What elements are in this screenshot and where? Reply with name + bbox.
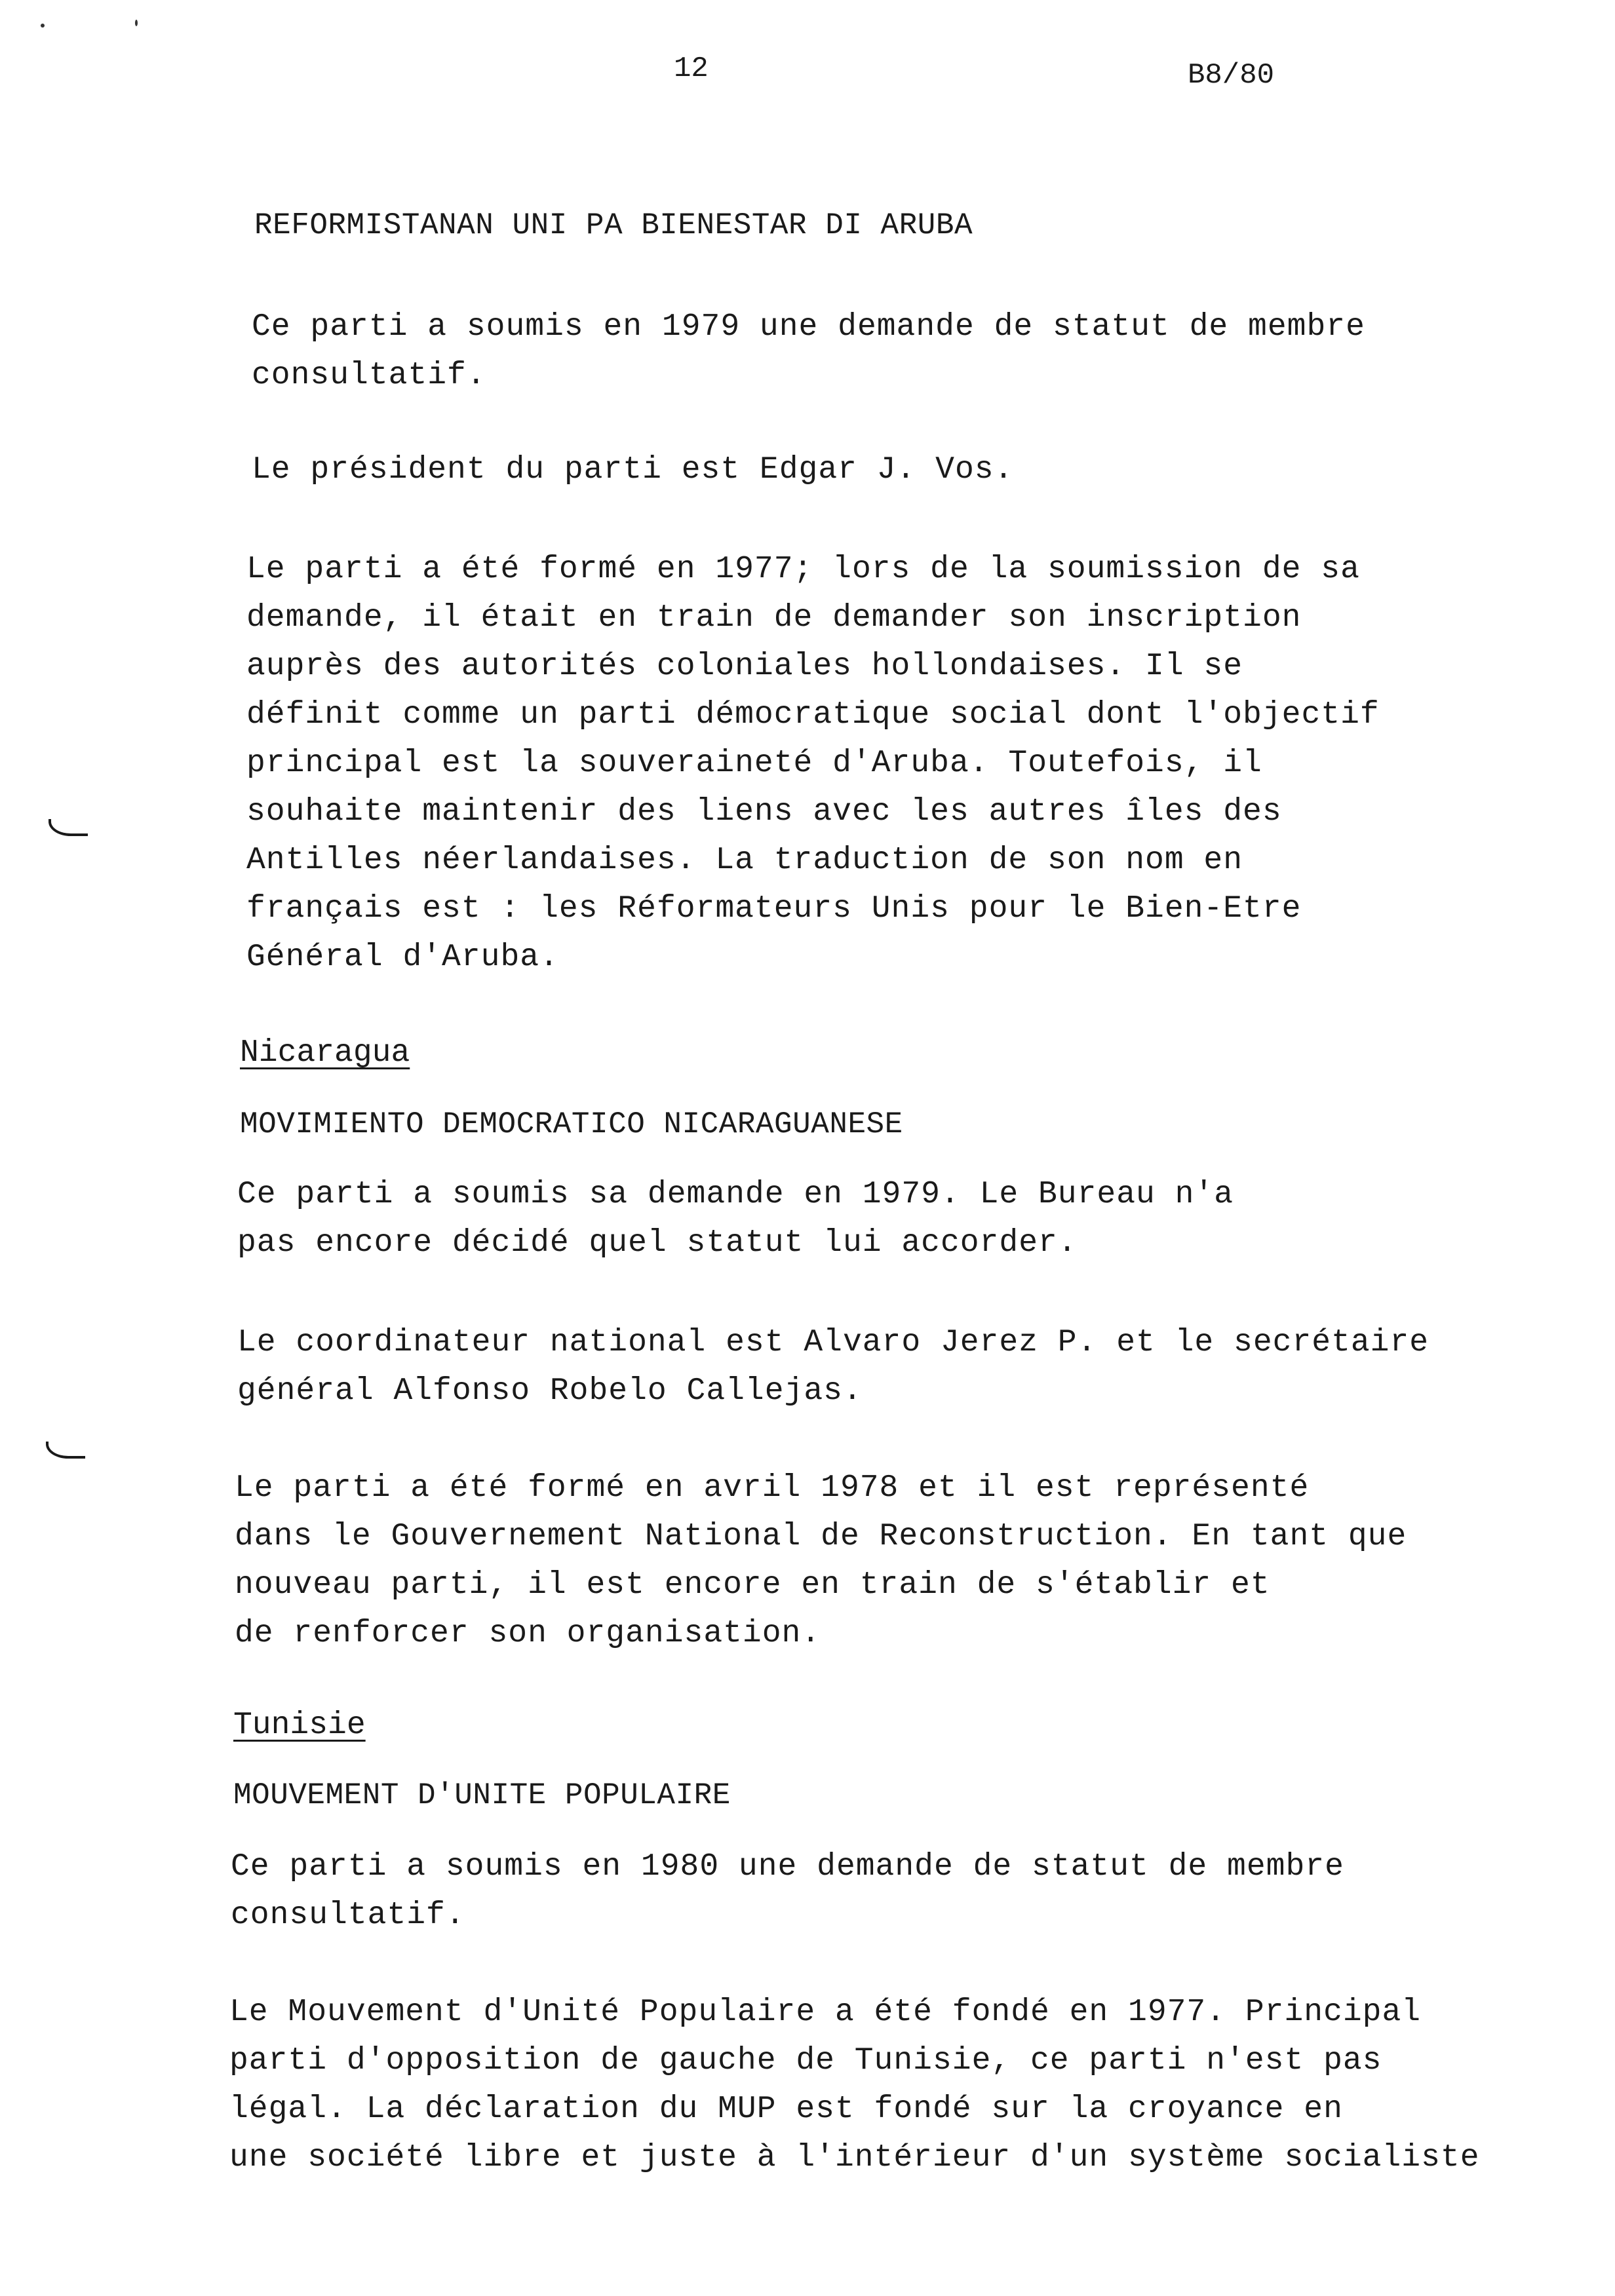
text-line: auprès des autorités coloniales hollondaises. Il se xyxy=(246,649,1243,684)
text-line: général Alfonso Robelo Callejas. xyxy=(237,1373,863,1409)
page-number: 12 xyxy=(674,52,709,85)
country-heading-tunisie: Tunisie xyxy=(233,1708,366,1743)
text-line: demande, il était en train de demander son inscription xyxy=(246,600,1302,636)
text-line: Général d'Aruba. xyxy=(246,940,559,975)
paragraph xyxy=(237,1170,1234,1267)
party-heading-aruba: REFORMISTANAN UNI PA BIENESTAR DI ARUBA xyxy=(254,208,973,242)
text-line: pas encore décidé quel statut lui accorder. xyxy=(237,1225,1078,1261)
text-line: nouveau parti, il est encore en train de s'établir et xyxy=(235,1567,1270,1603)
text-line: principal est la souveraineté d'Aruba. Toutefois, il xyxy=(246,746,1262,781)
scan-speck xyxy=(135,20,138,26)
margin-mark xyxy=(46,1442,85,1459)
text-line: Le Mouvement d'Unité Populaire a été fondé en 1977. Principal xyxy=(229,1995,1422,2030)
text-line: consultatif. xyxy=(231,1898,465,1933)
party-heading-tunisie: MOUVEMENT D'UNITE POPULAIRE xyxy=(233,1778,731,1812)
party-heading-nicaragua: MOVIMIENTO DEMOCRATICO NICARAGUANESE xyxy=(240,1107,903,1141)
text-line: Le parti a été formé en avril 1978 et il est représenté xyxy=(235,1470,1310,1506)
margin-mark xyxy=(49,819,88,836)
paragraph xyxy=(235,1464,1407,1658)
document-reference: B8/80 xyxy=(1188,59,1275,92)
text-line: de renforcer son organisation. xyxy=(235,1616,821,1651)
text-line: Antilles néerlandaises. La traduction de son nom en xyxy=(246,843,1243,878)
text-line: consultatif. xyxy=(252,358,486,393)
text-line: dans le Gouvernement National de Reconstruction. En tant que xyxy=(235,1519,1407,1554)
text-line: Ce parti a soumis en 1979 une demande de statut de membre xyxy=(252,309,1365,345)
paragraph xyxy=(246,545,1380,982)
scan-speck xyxy=(41,24,45,28)
text-line: légal. La déclaration du MUP est fondé sur la croyance en xyxy=(229,2092,1343,2127)
text-line: une société libre et juste à l'intérieur d'un système socialiste xyxy=(229,2140,1480,2175)
text-line: Le président du parti est Edgar J. Vos. xyxy=(252,452,1014,488)
paragraph xyxy=(231,1843,1344,1940)
text-line: Le parti a été formé en 1977; lors de la soumission de sa xyxy=(246,552,1360,587)
text-line: français est : les Réformateurs Unis pour le Bien-Etre xyxy=(246,891,1302,927)
paragraph xyxy=(229,1988,1480,2182)
text-line: Ce parti a soumis sa demande en 1979. Le Bureau n'a xyxy=(237,1177,1234,1212)
text-line: souhaite maintenir des liens avec les autres îles des xyxy=(246,794,1282,830)
paragraph xyxy=(252,446,1013,494)
text-line: Ce parti a soumis en 1980 une demande de statut de membre xyxy=(231,1849,1344,1885)
country-heading-nicaragua: Nicaragua xyxy=(240,1035,410,1071)
paragraph xyxy=(252,303,1365,400)
text-line: parti d'opposition de gauche de Tunisie, ce parti n'est pas xyxy=(229,2043,1382,2078)
paragraph xyxy=(237,1318,1429,1415)
text-line: définit comme un parti démocratique social dont l'objectif xyxy=(246,697,1380,733)
text-line: Le coordinateur national est Alvaro Jerez P. et le secrétaire xyxy=(237,1325,1430,1360)
